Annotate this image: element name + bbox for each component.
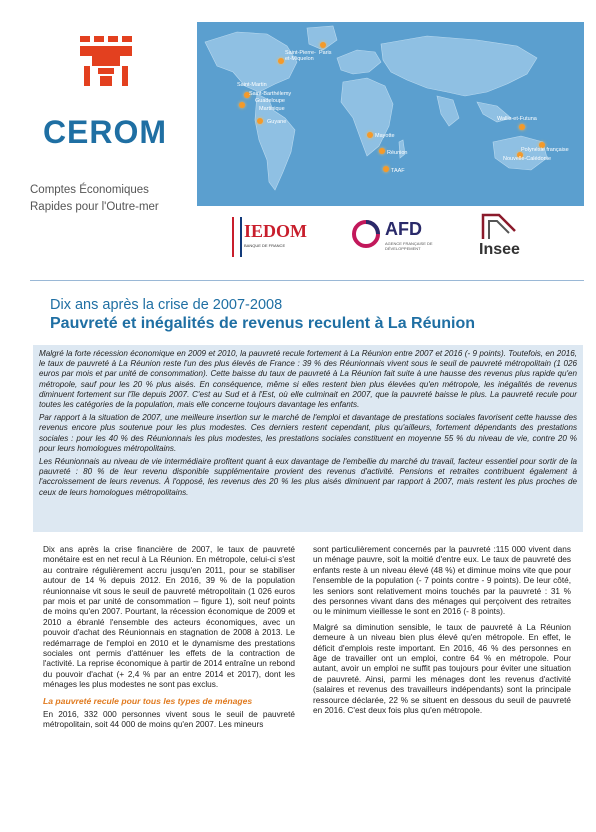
summary-paragraph: Les Réunionnais au niveau de vie intermédiaire profitent quant à eux davantage de l'embellie du marché du travail, facteur essentiel pour sortir de la pauvreté : 80 % de leur revenu disponible supplémentaire provient des revenus d'activité. Pensions et retraites contribuent également à l'accroissement de leurs revenus. À l'opposé, les revenus des 20 % les plus aisés diminuent par rapport à 2007, mais restent les plus proches de ceux de leurs homologues métropolitains. <box>39 457 577 497</box>
body-paragraph: Dix ans après la crise financière de 2007, le taux de pauvreté monétaire est en net recul à La Réunion. En métropole, celui-ci s'est au contraire régulièrement accru jusqu'en 2011, pour se stabiliser autour de 14 % depuis 2012. En 2016, 39 % de la population réunionnaise vit sous le seuil de pauvreté métropolitain (1 026 euros par mois et par unité de consommation – figure 1), soit neuf points de moins qu'en 2007. Pourtant, la récession économique de 2009 et 2010 a ébranlé l'ensemble des acteurs économiques, avec un pouvoir d'achat des Réunionnais en stagnation de 2008 à 2013. Le redémarrage de l'emploi en 2010 et le dynamisme des prestations sociales ont permis d'atténuer les effets de la contraction de l'activité. La reprise économique à partir de 2014 entraîne un rebond du pouvoir d'achat (+ 2,4 % par an entre 2014 et 2017), dont les ménages les plus modestes ne sont pas exclus. <box>43 545 295 690</box>
map-label: Réunion <box>387 150 408 156</box>
summary-paragraph: Malgré la forte récession économique en 2009 et 2010, la pauvreté recule fortement à La Réunion entre 2007 et 2016 (- 9 points). Toutefois, en 2016, le taux de pauvreté à La Réunion reste l'un des plus élevés de France : 39 % des Réunionnais vivent sous le seuil de pauvreté métropolitain (1 026 euros par mois et par unité de consommation). Cette baisse du taux de pauvreté à La Réunion fait suite à une hausse des revenus plus rapide qu'en métropole, sauf pour les 20 % plus aisés. En conséquence, même si elles restent bien plus élevées qu'en métropole, les inégalités de revenus diminuent fortement sur l'île depuis 2007. C'est au Sud et à l'Est, où elle culminait en 2007, que la pauvreté baisse le plus. La pauvreté recule pour toutes les catégories de la population, mais elle concerne toujours davantage les enfants. <box>39 349 577 410</box>
map-marker <box>239 102 245 108</box>
iedom-mark-icon <box>232 217 242 257</box>
insee-name: Insee <box>479 241 520 258</box>
afd-subtitle: AGENCE FRANÇAISE DE DÉVELOPPEMENT <box>385 241 433 251</box>
body-column-left <box>43 545 295 736</box>
afd-name: AFD <box>385 219 422 239</box>
map-label: Martinique <box>259 106 285 112</box>
map-marker <box>278 58 284 64</box>
map-marker <box>379 148 385 154</box>
map-label: Paris <box>319 50 332 56</box>
tagline-line-2: Rapides pour l'Outre-mer <box>30 201 159 213</box>
world-map-icon <box>197 22 584 206</box>
article-kicker: Dix ans après la crise de 2007-2008 <box>50 297 283 313</box>
partner-logos <box>197 207 584 267</box>
map-marker <box>519 124 525 130</box>
insee-mark-icon <box>479 211 519 241</box>
article-title: Pauvreté et inégalités de revenus reculent à La Réunion <box>50 315 476 332</box>
map-label: Nouvelle-Calédonie <box>503 156 552 162</box>
map-marker <box>257 118 263 124</box>
map-marker <box>367 132 373 138</box>
map-label: Guyane <box>267 119 287 125</box>
tagline-line-1: Comptes Économiques <box>30 184 149 196</box>
map-label: TAAF <box>391 168 405 174</box>
iedom-logo <box>222 207 322 267</box>
body-column-right <box>313 545 571 722</box>
overseas-territories-map <box>197 22 584 206</box>
map-label: Saint-Pierre- et-Miquelon <box>285 50 316 62</box>
section-subheading: La pauvreté recule pour tous les types de ménages <box>43 695 253 706</box>
body-paragraph: En 2016, 332 000 personnes vivent sous le seuil de pauvreté métropolitain, soit 44 000 de moins qu'en 2007. Les mineurs <box>43 709 295 730</box>
afd-ring-icon <box>351 219 381 249</box>
iedom-name: IEDOM <box>244 221 307 241</box>
insee-logo <box>477 207 557 267</box>
map-label: Mayotte <box>375 133 395 139</box>
summary-paragraph: Par rapport à la situation de 2007, une meilleure insertion sur le marché de l'emploi et davantage de prestations sociales favorisent cette hausse des revenus encore plus soutenue pour les plus modestes. Ces derniers restent cependant, plus qu'ailleurs, fortement dépendants des prestations sociales : pour les 40 % des Réunionnais les plus modestes, les prestations sociales constituent en moyenne 55 % du niveau de vie, contre 20 % pour leurs homologues métropolitains. <box>39 413 577 453</box>
tagline <box>30 182 190 216</box>
iedom-subtitle: BANQUE DE FRANCE <box>244 243 286 248</box>
body-paragraph: Malgré sa diminution sensible, le taux de pauvreté à La Réunion demeure à un niveau bien plus élevé qu'en métropole. En effet, le déficit d'emplois reste important. En 2016, 46 % des personnes en âge de travailler ont un emploi, contre 64 % en métropole. Pour autant, avoir un emploi ne suffit pas toujours pour éviter une situation de pauvreté. Ainsi, parmi les ménages dont les revenus d'activité (salaires et revenus des travailleurs indépendants) sont la principale ressource déclarée, 22 % se situent en dessous du seuil de pauvreté en 2016. C'est deux fois plus qu'en métropole. <box>313 622 571 716</box>
header-divider <box>30 280 584 281</box>
cerom-emblem-icon <box>76 36 136 88</box>
map-label: Polynésie française <box>521 147 569 153</box>
map-label: Saint-Barthélemy <box>249 91 292 97</box>
map-marker <box>383 166 389 172</box>
body-paragraph: sont particulièrement concernés par la pauvreté :115 000 vivent dans un ménage pauvre, soit la moitié d'entre eux. Le taux de pauvreté des enfants reste à un niveau élevé (48 %) et diminue moins vite que pour l'ensemble de la population (- 7 points contre - 9 points). De leur côté, les seniors sont relativement moins touchés par la pauvreté : 31 % des personnes vivant dans des ménages qui perçoivent des retraites ou le minimum vieillesse le sont en 2016 (- 8 points). <box>313 545 571 617</box>
map-label: Wallis-et-Futuna <box>497 116 537 122</box>
map-marker <box>320 42 326 48</box>
map-label: Guadeloupe <box>255 98 285 104</box>
cerom-logo <box>30 28 180 178</box>
afd-logo <box>347 207 457 267</box>
map-label: Saint-Martin <box>237 82 267 88</box>
summary-box <box>33 345 583 532</box>
cerom-wordmark: CEROM <box>42 114 168 150</box>
